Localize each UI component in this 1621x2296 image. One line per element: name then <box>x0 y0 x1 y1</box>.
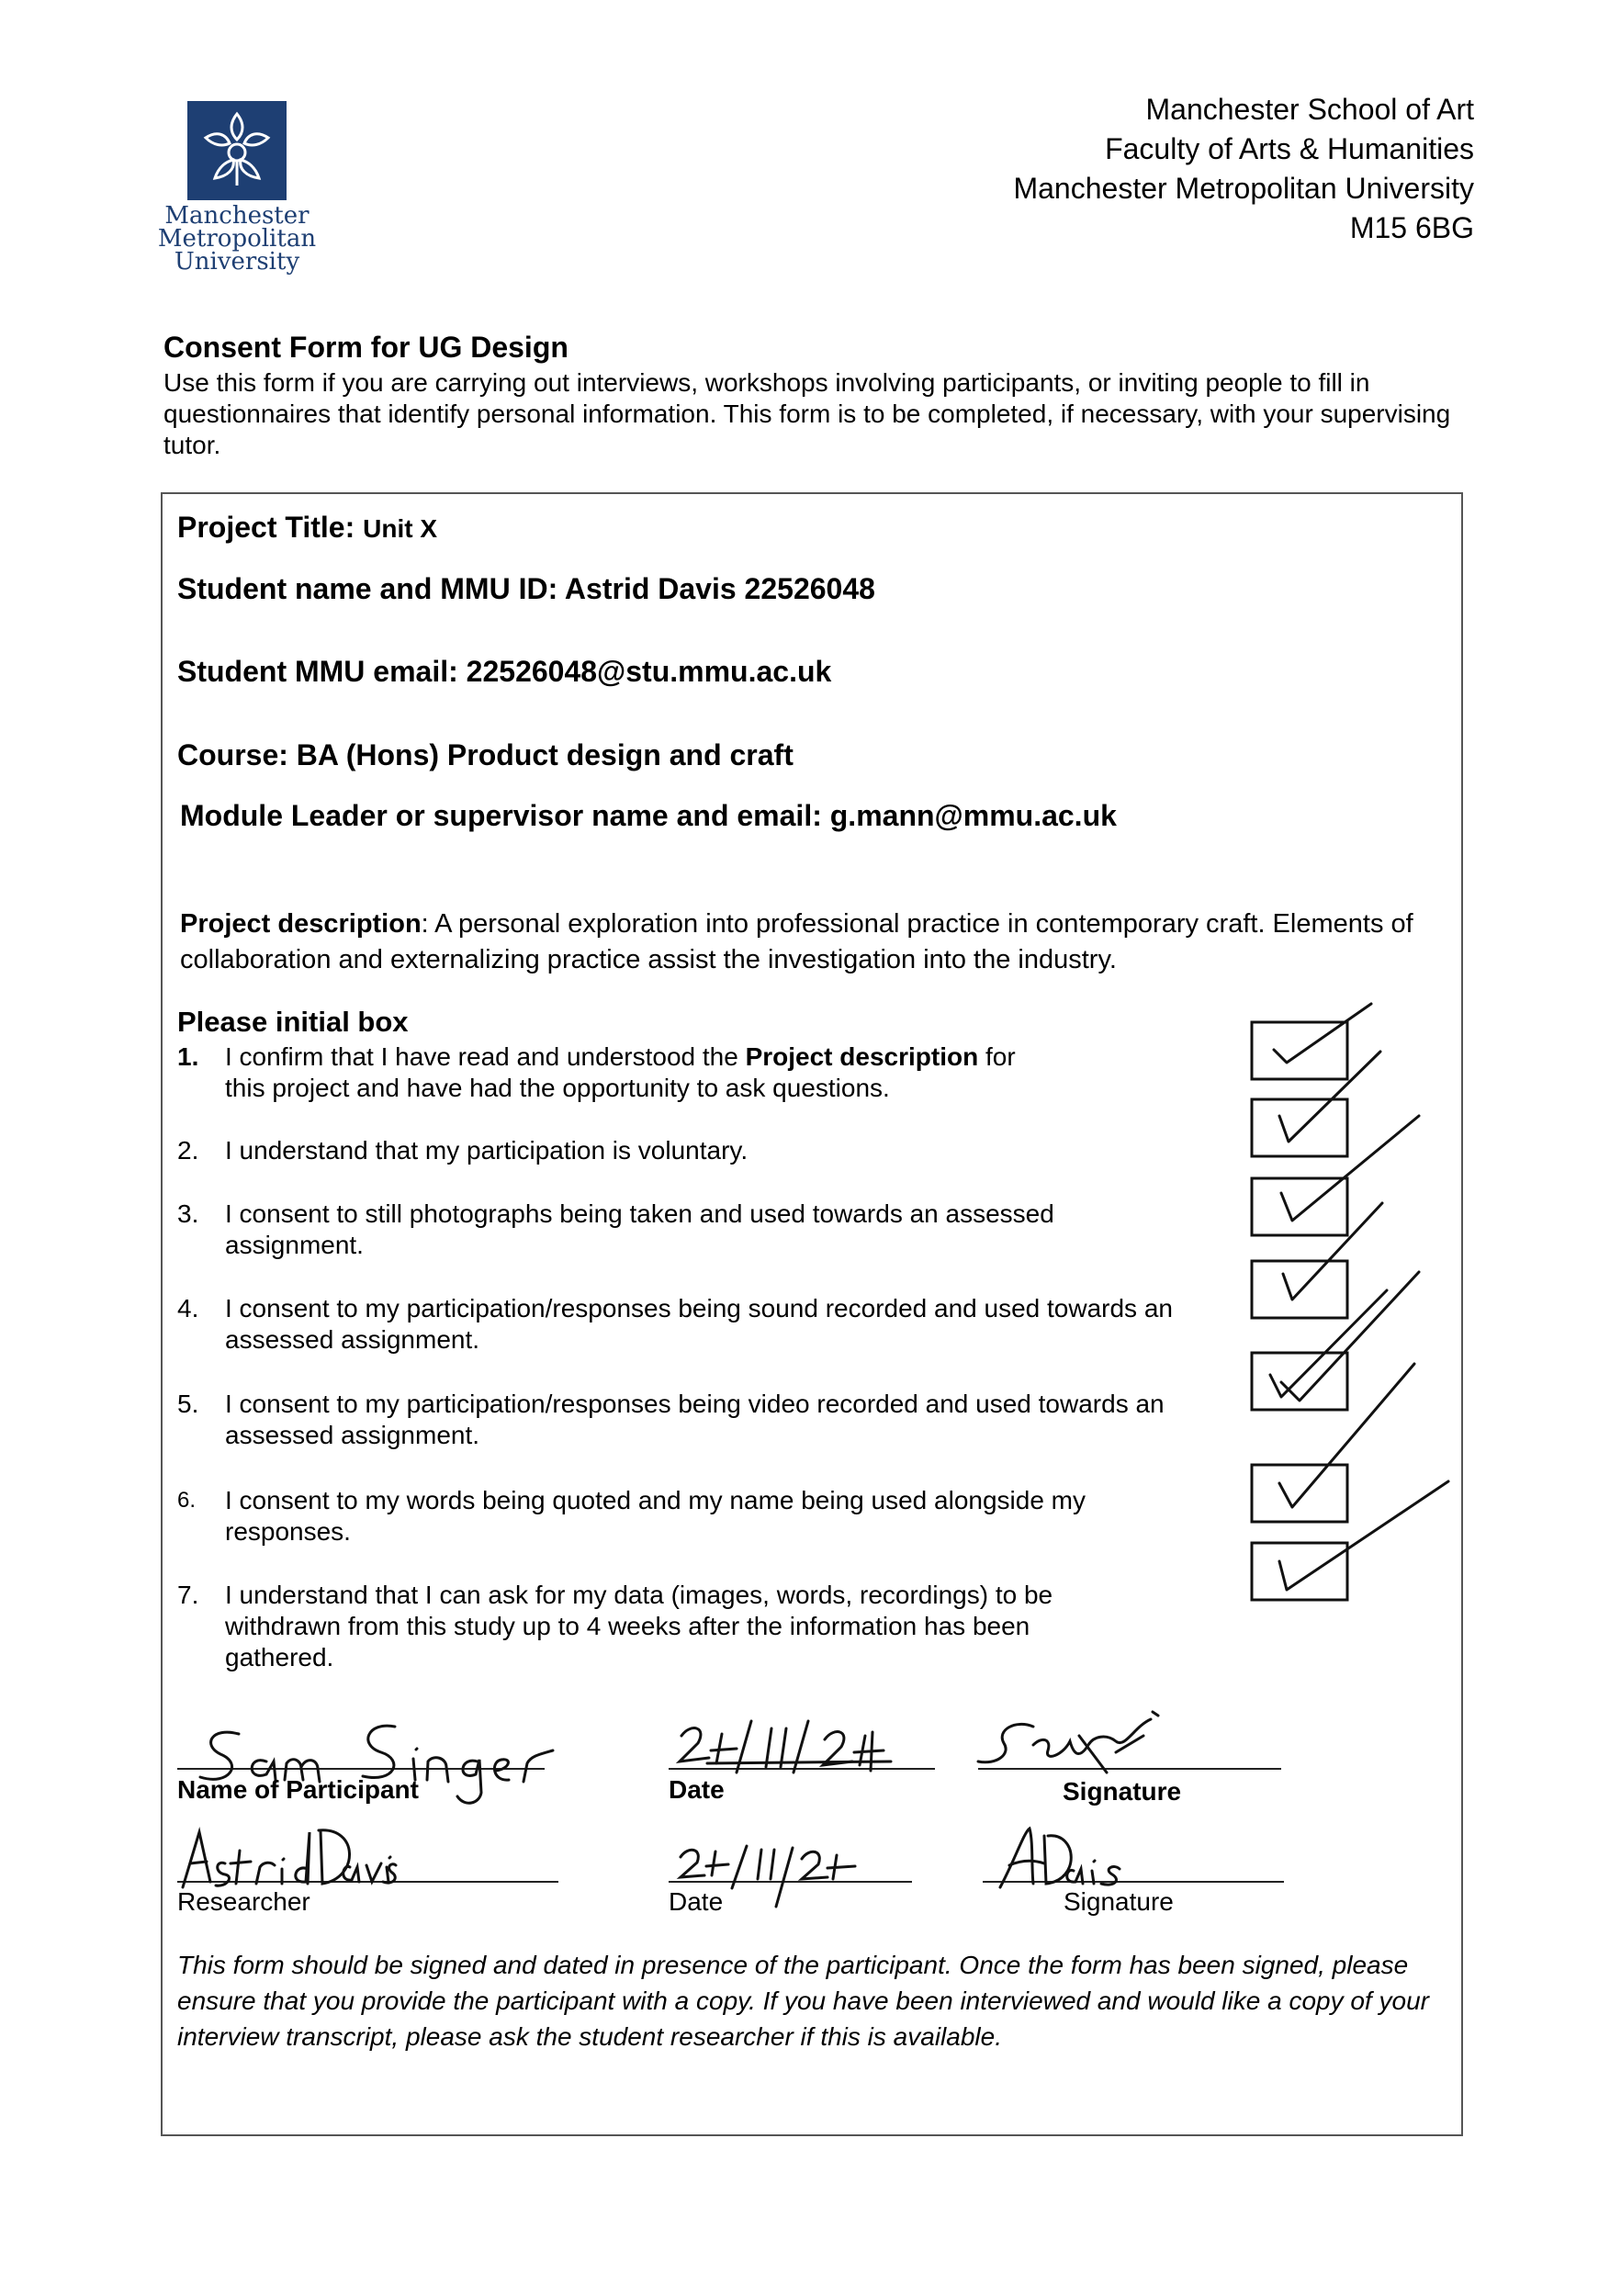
initials-heading: Please initial box <box>177 1006 409 1038</box>
initial-box[interactable] <box>1252 1543 1347 1600</box>
item-text: I consent to still photographs being taken and used towards an assessed assignment. <box>225 1199 1054 1259</box>
course-field <box>177 738 794 772</box>
participant-date-label: Date <box>669 1775 725 1804</box>
student-field <box>177 572 875 606</box>
item-text: I consent to my participation/responses being sound recorded and used towards an assessed assignment. <box>225 1294 1173 1354</box>
course-value: BA (Hons) Product design and craft <box>296 738 794 771</box>
initial-box[interactable] <box>1252 1465 1347 1522</box>
item-text: I consent to my words being quoted and my name being used alongside my responses. <box>225 1486 1086 1546</box>
consent-item <box>177 1135 1215 1166</box>
student-label: Student name and MMU ID: <box>177 572 558 605</box>
description-text: : A personal exploration into professional practice in contemporary craft. Elements of collaboration and externalizing practice assist the investigation into the industry. <box>180 909 1413 974</box>
participant-signature-label: Signature <box>1063 1777 1182 1806</box>
institution-address <box>1013 90 1474 248</box>
item-number: 2. <box>177 1136 199 1165</box>
item-number: 3. <box>177 1199 199 1228</box>
form-title: Consent Form for UG Design <box>163 331 568 364</box>
student-value: Astrid Davis 22526048 <box>564 572 875 605</box>
item-number: 5. <box>177 1390 199 1418</box>
item-text: I understand that my participation is voluntary. <box>225 1136 749 1165</box>
supervisor-field <box>180 799 1117 833</box>
participant-signature-handwriting <box>978 1708 1217 1782</box>
researcher-name-label: Researcher <box>177 1887 310 1916</box>
tick-icon <box>1270 1290 1387 1397</box>
project-title-value: Unit X <box>363 514 438 543</box>
address-line: Manchester School of Art <box>1145 93 1474 126</box>
item-number: 7. <box>177 1581 199 1609</box>
researcher-signature-label: Signature <box>1064 1887 1174 1916</box>
email-value: 22526048@stu.mmu.ac.uk <box>466 655 832 688</box>
tick-icon <box>1279 1052 1380 1142</box>
logo-wordmark: Manchester Metropolitan University <box>157 202 317 276</box>
researcher-name-handwriting <box>179 1823 400 1896</box>
address-line: Faculty of Arts & Humanities <box>1105 132 1474 165</box>
consent-item <box>177 1580 1215 1673</box>
address-line: Manchester Metropolitan University <box>1013 172 1474 205</box>
tick-icon <box>1281 1116 1419 1221</box>
project-title-label: Project Title: <box>177 511 355 544</box>
tick-icon <box>1274 1004 1371 1063</box>
address-line: M15 6BG <box>1349 211 1474 244</box>
consent-item <box>177 1485 1215 1548</box>
initial-box[interactable] <box>1252 1261 1347 1318</box>
item-text: I confirm that I have read and understood the Project description for this project and have had the opportunity to ask questions. <box>225 1042 1016 1102</box>
initial-box[interactable] <box>1252 1099 1347 1156</box>
supervisor-label: Module Leader or supervisor name and email: <box>180 799 822 832</box>
university-logo <box>156 96 331 285</box>
consent-item <box>177 1293 1215 1356</box>
consent-item <box>177 1389 1215 1451</box>
project-description <box>180 906 1457 978</box>
tick-icon <box>1279 1481 1448 1590</box>
project-title-field <box>177 511 437 545</box>
description-label: Project description <box>180 909 422 939</box>
course-label: Course: <box>177 738 288 771</box>
consent-item <box>177 1041 1215 1104</box>
participant-name-label: Name of Participant <box>177 1775 419 1804</box>
researcher-date-label: Date <box>669 1887 724 1916</box>
supervisor-value: g.mann@mmu.ac.uk <box>829 799 1117 832</box>
email-field <box>177 655 831 689</box>
initial-boxes <box>1244 996 1465 1603</box>
item-text: I understand that I can ask for my data (images, words, recordings) to be withdrawn from this study up to 4 weeks after the information has been gathered. <box>225 1581 1053 1671</box>
item-number: 4. <box>177 1294 199 1322</box>
participant-date-handwriting <box>670 1716 946 1780</box>
email-label: Student MMU email: <box>177 655 458 688</box>
rose-emblem-icon <box>187 101 287 200</box>
footer-note: This form should be signed and dated in presence of the participant. Once the form has been signed, please ensure that you provide the participant with a copy. If you have been interviewed and would like a copy of your interview transcript, please ask the student researcher if this is available. <box>177 1951 1429 2051</box>
item-text: I consent to my participation/responses being video recorded and used towards an assessed assignment. <box>225 1390 1165 1449</box>
researcher-signature-handwriting <box>996 1823 1143 1896</box>
consent-item <box>177 1199 1215 1261</box>
item-number: 1. <box>177 1042 199 1071</box>
form-intro: Use this form if you are carrying out interviews, workshops involving participants, or inviting people to fill in questionnaires that identify personal information. This form is to be completed, if necessary, with your supervising tutor. <box>163 368 1451 459</box>
item-number: 6. <box>177 1488 197 1513</box>
